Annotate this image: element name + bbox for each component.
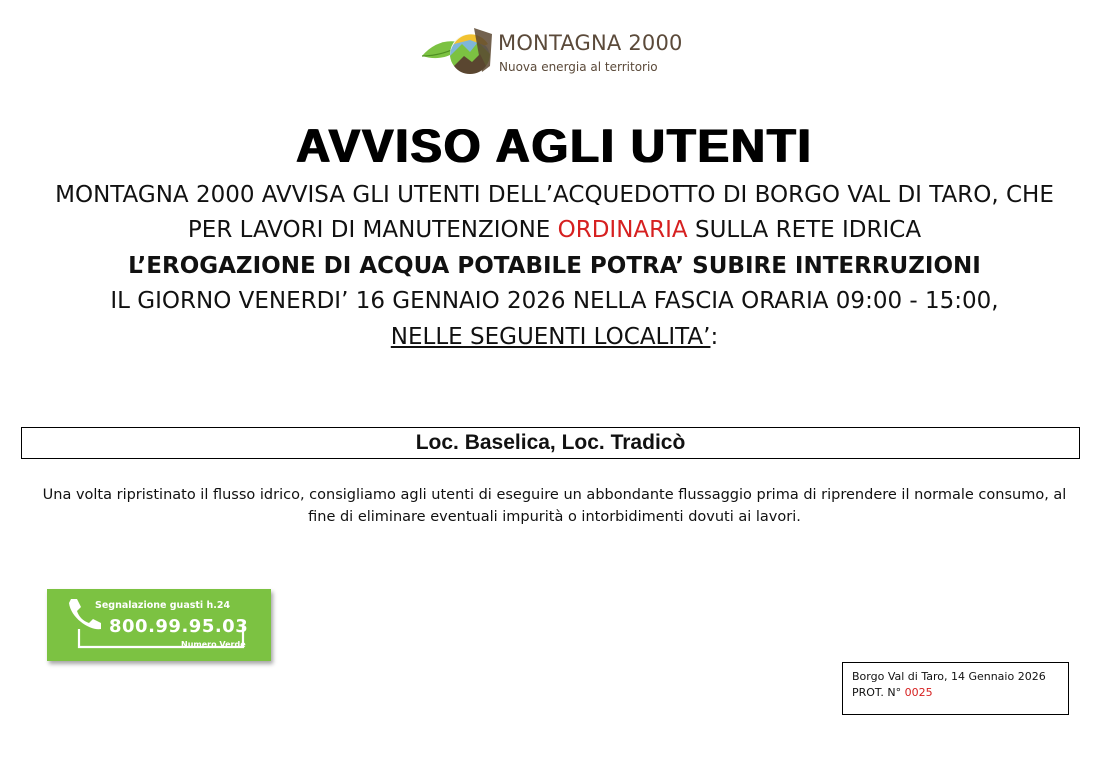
notice-title: AVVISO AGLI UTENTI: [296, 119, 813, 172]
notice-line-2-end: SULLA RETE IDRICA: [687, 217, 922, 243]
locations-heading: NELLE SEGUENTI LOCALITA’: [390, 324, 711, 350]
logo-name: MONTAGNA 2000: [498, 31, 683, 55]
notice-line-4-date: IL GIORNO VENERDI’ 16 GENNAIO 2026 NELLA FASCIA ORARIA 09:00 - 15:00,: [110, 288, 999, 314]
hotline-subtitle: Numero Verde: [181, 640, 246, 649]
montagna-logo: [420, 26, 700, 82]
hotline-badge: [47, 589, 271, 661]
locations-box: Loc. Baselica, Loc. Tradicò: [21, 427, 1080, 459]
ordinaria-highlight: ORDINARIA: [557, 217, 688, 243]
protocol-label: PROT. N°: [852, 686, 905, 699]
protocol-box: [842, 662, 1069, 715]
notice-line-2: [0, 217, 1109, 243]
hotline-label: Segnalazione guasti h.24: [95, 600, 231, 611]
place-date: Borgo Val di Taro, 14 Gennaio 2026: [852, 670, 1046, 683]
flushing-advice: Una volta ripristinato il flusso idrico, consigliamo agli utenti di eseguire un abbondante flussaggio prima di riprendere il normale consumo, al fine di eliminare eventuali impurità o intorbidimenti dovuti ai lavori.: [42, 487, 1067, 525]
notice-line-3-bold: L’EROGAZIONE DI ACQUA POTABILE POTRA’ SUBIRE INTERRUZIONI: [128, 253, 981, 279]
notice-line-2-start: PER LAVORI DI MANUTENZIONE: [187, 217, 558, 243]
hotline-number: 800.99.95.03: [109, 616, 249, 637]
notice-line-1: MONTAGNA 2000 AVVISA GLI UTENTI DELL’ACQUEDOTTO DI BORGO VAL DI TARO, CHE: [55, 182, 1054, 208]
protocol-line: [852, 685, 1068, 701]
logo-tagline: Nuova energia al territorio: [499, 60, 658, 74]
locations-heading-colon: :: [710, 324, 719, 350]
protocol-number: 0025: [904, 686, 933, 699]
notice-line-5: [0, 324, 1109, 350]
logo-mountain-icon: [420, 26, 496, 82]
